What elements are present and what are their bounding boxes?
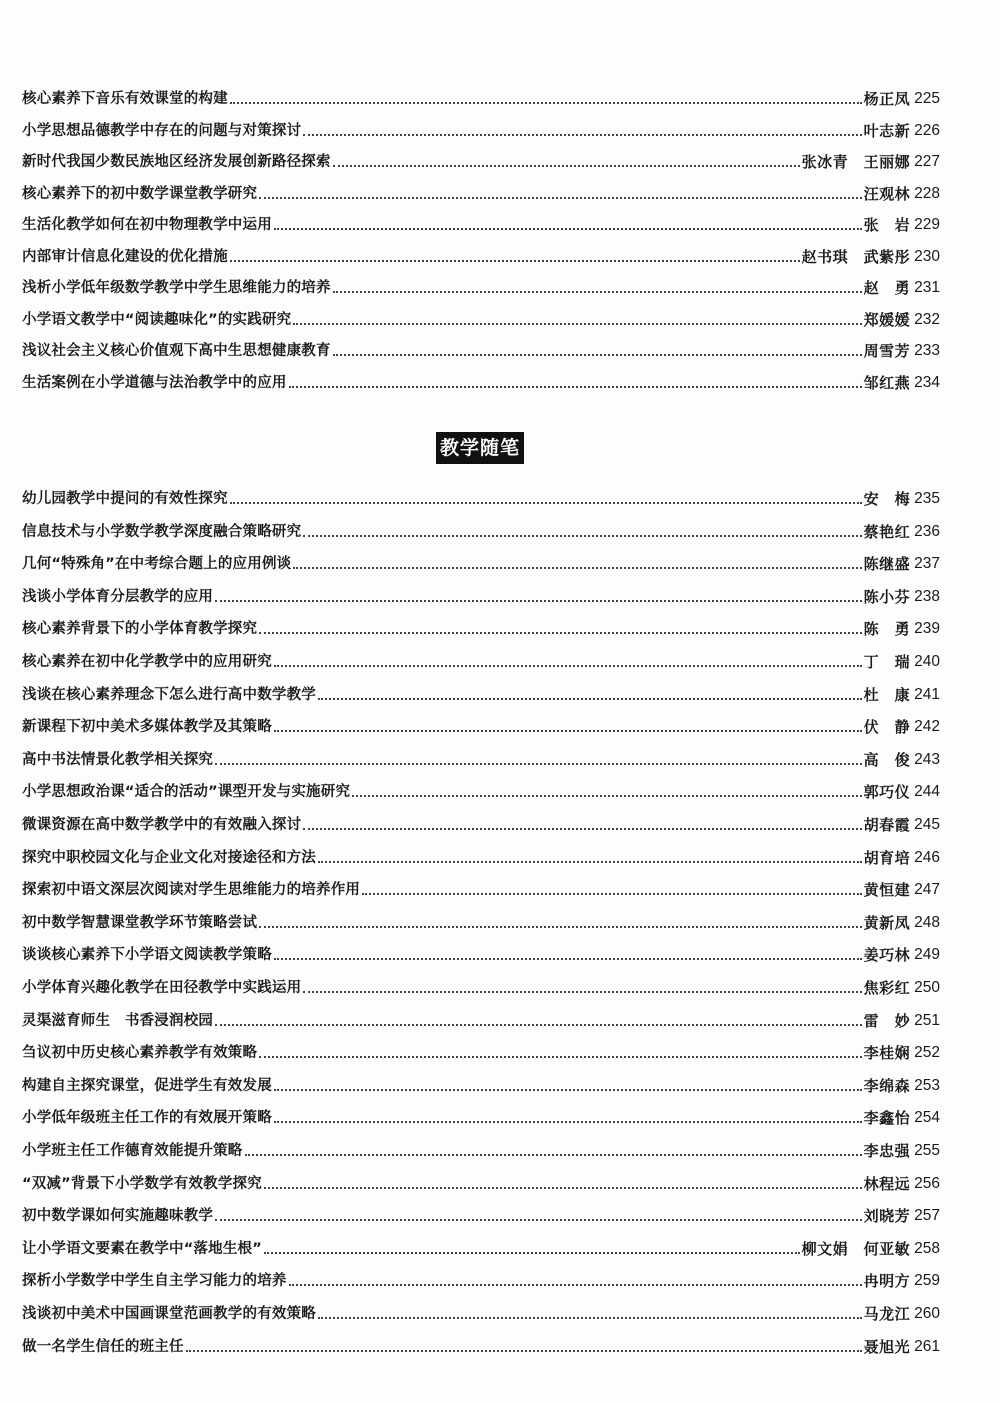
toc-entry bbox=[22, 612, 940, 638]
toc-entry bbox=[22, 334, 940, 360]
toc-entry-title: “双减”背景下小学数学有效教学探究 bbox=[22, 1175, 262, 1192]
toc-entry-page-number: 254 bbox=[914, 1109, 940, 1127]
toc-entry-title: 核心素养背景下的小学体育教学探究 bbox=[22, 621, 258, 638]
toc-dot-leader bbox=[259, 1056, 861, 1058]
toc-entry bbox=[22, 114, 940, 140]
toc-dot-leader bbox=[303, 991, 861, 993]
toc-entry-author: 叶志新 bbox=[863, 121, 911, 140]
toc-entry-author: 周雪芳 bbox=[863, 342, 911, 360]
toc-entry-page-number: 249 bbox=[914, 946, 940, 964]
toc-entry-title: 探析小学数学中学生自主学习能力的培养 bbox=[22, 1273, 287, 1290]
toc-entry-page-number: 248 bbox=[914, 913, 940, 931]
toc-dot-leader bbox=[274, 958, 862, 960]
toc-entry-page-number: 240 bbox=[914, 653, 940, 670]
toc-entry-page-number: 236 bbox=[914, 522, 940, 540]
toc-dot-leader bbox=[318, 1317, 862, 1319]
toc-entry bbox=[22, 1330, 940, 1356]
toc-entry bbox=[22, 906, 940, 932]
toc-entry-page-number: 226 bbox=[914, 121, 940, 139]
toc-entry bbox=[22, 145, 940, 171]
toc-entry-page-number: 252 bbox=[914, 1044, 940, 1062]
toc-entry-page-number: 260 bbox=[914, 1305, 940, 1322]
toc-dot-leader bbox=[215, 1024, 862, 1026]
toc-dot-leader bbox=[259, 632, 861, 634]
toc-dot-leader bbox=[230, 102, 862, 104]
toc-entry bbox=[22, 841, 940, 867]
toc-entry-author: 赵 勇 bbox=[863, 279, 911, 297]
toc-entry-author: 伏 静 bbox=[863, 718, 911, 737]
toc-entry-title: 核心素养下音乐有效课堂的构建 bbox=[22, 91, 228, 107]
toc-entry-title: 几何“特殊角”在中考综合题上的应用例谈 bbox=[22, 556, 292, 573]
toc-entry-title: 谈谈核心素养下小学语文阅读教学策略 bbox=[22, 947, 272, 964]
toc-entry-title: 浅议社会主义核心价值观下高中生思想健康教育 bbox=[22, 343, 331, 359]
toc-entry bbox=[22, 743, 940, 769]
toc-dot-leader bbox=[230, 260, 800, 262]
toc-entry-title: 探索初中语文深层次阅读对学生思维能力的培养作用 bbox=[22, 882, 361, 899]
toc-entry-author: 安 梅 bbox=[863, 490, 911, 508]
toc-dot-leader bbox=[274, 1121, 862, 1123]
toc-entry-page-number: 256 bbox=[914, 1174, 940, 1192]
toc-entry bbox=[22, 645, 940, 671]
toc-dot-leader bbox=[274, 730, 862, 732]
toc-entry bbox=[22, 775, 940, 801]
toc-entry-title: 核心素养在初中化学教学中的应用研究 bbox=[22, 654, 272, 670]
toc-entry-author: 李绵森 bbox=[863, 1076, 911, 1095]
toc-entry-page-number: 253 bbox=[914, 1076, 940, 1094]
toc-entry-author: 郭巧仪 bbox=[863, 783, 911, 802]
toc-entry-author: 李桂娴 bbox=[863, 1044, 911, 1063]
toc-dot-leader bbox=[264, 1187, 862, 1189]
toc-entry-page-number: 227 bbox=[914, 153, 940, 170]
toc-entry-title: 小学思想品德教学中存在的问题与对策探讨 bbox=[22, 122, 302, 139]
toc-entry bbox=[22, 808, 940, 834]
toc-entry-author: 黄新凤 bbox=[863, 913, 911, 932]
toc-entry-author: 张 岩 bbox=[863, 216, 911, 234]
toc-entry-title: 探究中职校园文化与企业文化对接途径和方法 bbox=[22, 849, 316, 866]
toc-entry-author: 林程远 bbox=[863, 1174, 911, 1193]
section-header-teaching-essays: 教学随笔 bbox=[436, 432, 524, 464]
toc-entry-title: 灵渠滋育师生 书香浸润校园 bbox=[22, 1012, 214, 1029]
toc-dot-leader bbox=[293, 567, 861, 569]
toc-entry-author: 郑媛媛 bbox=[863, 310, 911, 329]
toc-entry-page-number: 234 bbox=[914, 373, 940, 391]
toc-dot-leader bbox=[333, 165, 800, 167]
toc-entry-page-number: 257 bbox=[914, 1207, 940, 1225]
toc-dot-leader bbox=[215, 1219, 862, 1221]
toc-entry-author: 马龙江 bbox=[863, 1305, 911, 1323]
toc-entry bbox=[22, 366, 940, 392]
toc-entry bbox=[22, 938, 940, 964]
toc-entry-author: 蔡艳红 bbox=[863, 522, 911, 541]
toc-entry-author: 聂旭光 bbox=[863, 1337, 911, 1356]
toc-entry-page-number: 261 bbox=[914, 1337, 940, 1355]
toc-dot-leader bbox=[289, 1284, 862, 1286]
toc-entry-title: 内部审计信息化建设的优化措施 bbox=[22, 248, 228, 265]
toc-dot-leader bbox=[274, 228, 862, 230]
toc-entry-title: 小学语文教学中“阅读趣味化”的实践研究 bbox=[22, 311, 292, 328]
toc-entry bbox=[22, 547, 940, 573]
toc-entry-title: 小学体育兴趣化教学在田径教学中实践运用 bbox=[22, 980, 302, 996]
toc-entry-page-number: 231 bbox=[914, 279, 940, 296]
toc-entry bbox=[22, 482, 940, 508]
toc-entry bbox=[22, 1232, 940, 1258]
toc-entry-page-number: 228 bbox=[914, 184, 940, 202]
toc-entry-title: 初中数学课如何实施趣味教学 bbox=[22, 1208, 214, 1225]
toc-entry-page-number: 232 bbox=[914, 310, 940, 328]
toc-entry-page-number: 239 bbox=[914, 620, 940, 638]
toc-entry-page-number: 225 bbox=[914, 90, 940, 107]
toc-entry-title: 让小学语文要素在教学中“落地生根” bbox=[22, 1240, 262, 1257]
toc-dot-leader bbox=[303, 535, 861, 537]
toc-entry-title: 生活案例在小学道德与法治教学中的应用 bbox=[22, 374, 287, 391]
toc-entry-page-number: 229 bbox=[914, 216, 940, 233]
toc-entry bbox=[22, 710, 940, 736]
toc-entry bbox=[22, 271, 940, 297]
toc-entry-page-number: 251 bbox=[914, 1011, 940, 1029]
toc-dot-leader bbox=[259, 926, 861, 928]
toc-dot-leader bbox=[245, 1154, 862, 1156]
toc-entry-title: 高中书法情景化教学相关探究 bbox=[22, 751, 214, 768]
toc-entry-author: 丁 瑞 bbox=[863, 653, 911, 671]
toc-entry bbox=[22, 208, 940, 234]
toc-entry bbox=[22, 1036, 940, 1062]
toc-dot-leader bbox=[333, 291, 862, 293]
toc-dot-leader bbox=[303, 828, 861, 830]
toc-entry-author: 冉明方 bbox=[863, 1272, 911, 1291]
toc-dot-leader bbox=[264, 1252, 800, 1254]
toc-dot-leader bbox=[215, 600, 862, 602]
toc-entry-author: 雷 妙 bbox=[863, 1011, 911, 1030]
toc-entry-page-number: 238 bbox=[914, 587, 940, 605]
toc-dot-leader bbox=[318, 861, 862, 863]
toc-entry-author: 刘晓芳 bbox=[863, 1207, 911, 1226]
toc-entry-title: 生活化教学如何在初中物理教学中运用 bbox=[22, 217, 272, 233]
toc-entry-author: 杨正凤 bbox=[863, 90, 911, 108]
toc-entry-author: 杜 康 bbox=[863, 685, 911, 704]
toc-entry-page-number: 237 bbox=[914, 555, 940, 573]
toc-entry-title: 做一名学生信任的班主任 bbox=[22, 1338, 184, 1355]
toc-entry bbox=[22, 1101, 940, 1127]
toc-entry-page-number: 247 bbox=[914, 881, 940, 899]
toc-entry-page-number: 235 bbox=[914, 490, 940, 507]
toc-entry-title: 刍议初中历史核心素养教学有效策略 bbox=[22, 1045, 258, 1062]
toc-entry-author: 张冰青 王丽娜 bbox=[801, 153, 911, 171]
toc-dot-leader bbox=[230, 502, 862, 504]
toc-entry-author: 陈 勇 bbox=[863, 620, 911, 639]
toc-entry-author: 陈继盛 bbox=[863, 555, 911, 574]
toc-dot-leader bbox=[293, 323, 861, 325]
toc-entry-author: 汪观林 bbox=[863, 184, 911, 203]
toc-entry bbox=[22, 1069, 940, 1095]
toc-entry-title: 微课资源在高中数学教学中的有效融入探讨 bbox=[22, 817, 302, 833]
toc-entry-page-number: 250 bbox=[914, 979, 940, 996]
toc-entry-author: 姜巧林 bbox=[863, 946, 911, 965]
toc-entry bbox=[22, 873, 940, 899]
toc-entry-author: 邹红燕 bbox=[863, 373, 911, 392]
toc-dot-leader bbox=[303, 134, 861, 136]
toc-entry-page-number: 255 bbox=[914, 1142, 940, 1159]
toc-entry bbox=[22, 971, 940, 997]
toc-entry bbox=[22, 1134, 940, 1160]
toc-entry-title: 信息技术与小学数学教学深度融合策略研究 bbox=[22, 523, 302, 540]
toc-entry-title: 浅析小学低年级数学教学中学生思维能力的培养 bbox=[22, 280, 331, 296]
toc-entry-page-number: 259 bbox=[914, 1272, 940, 1290]
toc-entry-page-number: 230 bbox=[914, 247, 940, 265]
toc-entry bbox=[22, 177, 940, 203]
toc-entry-title: 新课程下初中美术多媒体教学及其策略 bbox=[22, 719, 272, 736]
toc-entry-title: 小学低年级班主任工作的有效展开策略 bbox=[22, 1110, 272, 1127]
toc-entry-page-number: 246 bbox=[914, 848, 940, 866]
toc-entry-title: 浅谈初中美术中国画课堂范画教学的有效策略 bbox=[22, 1306, 316, 1322]
toc-entry-title: 浅谈在核心素养理念下怎么进行高中数学教学 bbox=[22, 686, 316, 703]
toc-dot-leader bbox=[289, 386, 862, 388]
toc-entry-title: 小学思想政治课“适合的活动”课型开发与实施研究 bbox=[22, 784, 351, 801]
toc-entry-author: 陈小芬 bbox=[863, 587, 911, 606]
toc-entry-title: 初中数学智慧课堂教学环节策略尝试 bbox=[22, 914, 258, 931]
toc-entry-page-number: 241 bbox=[914, 685, 940, 703]
toc-dot-leader bbox=[333, 354, 862, 356]
toc-entry-author: 高 俊 bbox=[863, 750, 911, 769]
toc-entry-title: 构建自主探究课堂，促进学生有效发展 bbox=[22, 1077, 272, 1094]
toc-entry-author: 胡育培 bbox=[863, 848, 911, 867]
toc-entry bbox=[22, 1199, 940, 1225]
toc-dot-leader bbox=[215, 763, 862, 765]
toc-dot-leader bbox=[274, 1089, 862, 1091]
toc-entry-author: 柳文娟 何亚敏 bbox=[801, 1239, 911, 1258]
toc-entry-page-number: 233 bbox=[914, 342, 940, 359]
toc-dot-leader bbox=[274, 665, 862, 667]
toc-entry-title: 浅谈小学体育分层教学的应用 bbox=[22, 588, 214, 605]
toc-entry-page-number: 245 bbox=[914, 816, 940, 833]
toc-entry bbox=[22, 1167, 940, 1193]
toc-entry bbox=[22, 82, 940, 108]
toc-entry-title: 新时代我国少数民族地区经济发展创新路径探索 bbox=[22, 154, 331, 170]
toc-entry-page-number: 242 bbox=[914, 718, 940, 736]
toc-entry-author: 赵书琪 武紫彤 bbox=[801, 247, 911, 266]
toc-entry bbox=[22, 678, 940, 704]
toc-entry-author: 黄恒建 bbox=[863, 881, 911, 900]
toc-dot-leader bbox=[259, 197, 861, 199]
toc-entry-page-number: 243 bbox=[914, 750, 940, 768]
toc-entry bbox=[22, 1297, 940, 1323]
toc-entry bbox=[22, 515, 940, 541]
toc-entry-title: 幼儿园教学中提问的有效性探究 bbox=[22, 491, 228, 507]
toc-entry-author: 李忠强 bbox=[863, 1142, 911, 1160]
toc-dot-leader bbox=[186, 1350, 862, 1352]
toc-dot-leader bbox=[362, 893, 862, 895]
toc-entry bbox=[22, 580, 940, 606]
toc-entry bbox=[22, 303, 940, 329]
toc-entry-page-number: 244 bbox=[914, 783, 940, 801]
toc-entry-page-number: 258 bbox=[914, 1239, 940, 1257]
toc-entry-author: 焦彩红 bbox=[863, 979, 911, 997]
toc-dot-leader bbox=[352, 795, 861, 797]
toc-entry-title: 核心素养下的初中数学课堂教学研究 bbox=[22, 185, 258, 202]
toc-entry-author: 李鑫怡 bbox=[863, 1109, 911, 1128]
toc-dot-leader bbox=[318, 698, 862, 700]
toc-entry bbox=[22, 1004, 940, 1030]
toc-entry-author: 胡春霞 bbox=[863, 816, 911, 834]
toc-entry-title: 小学班主任工作德育效能提升策略 bbox=[22, 1143, 243, 1159]
toc-entry bbox=[22, 240, 940, 266]
toc-entry bbox=[22, 1264, 940, 1290]
